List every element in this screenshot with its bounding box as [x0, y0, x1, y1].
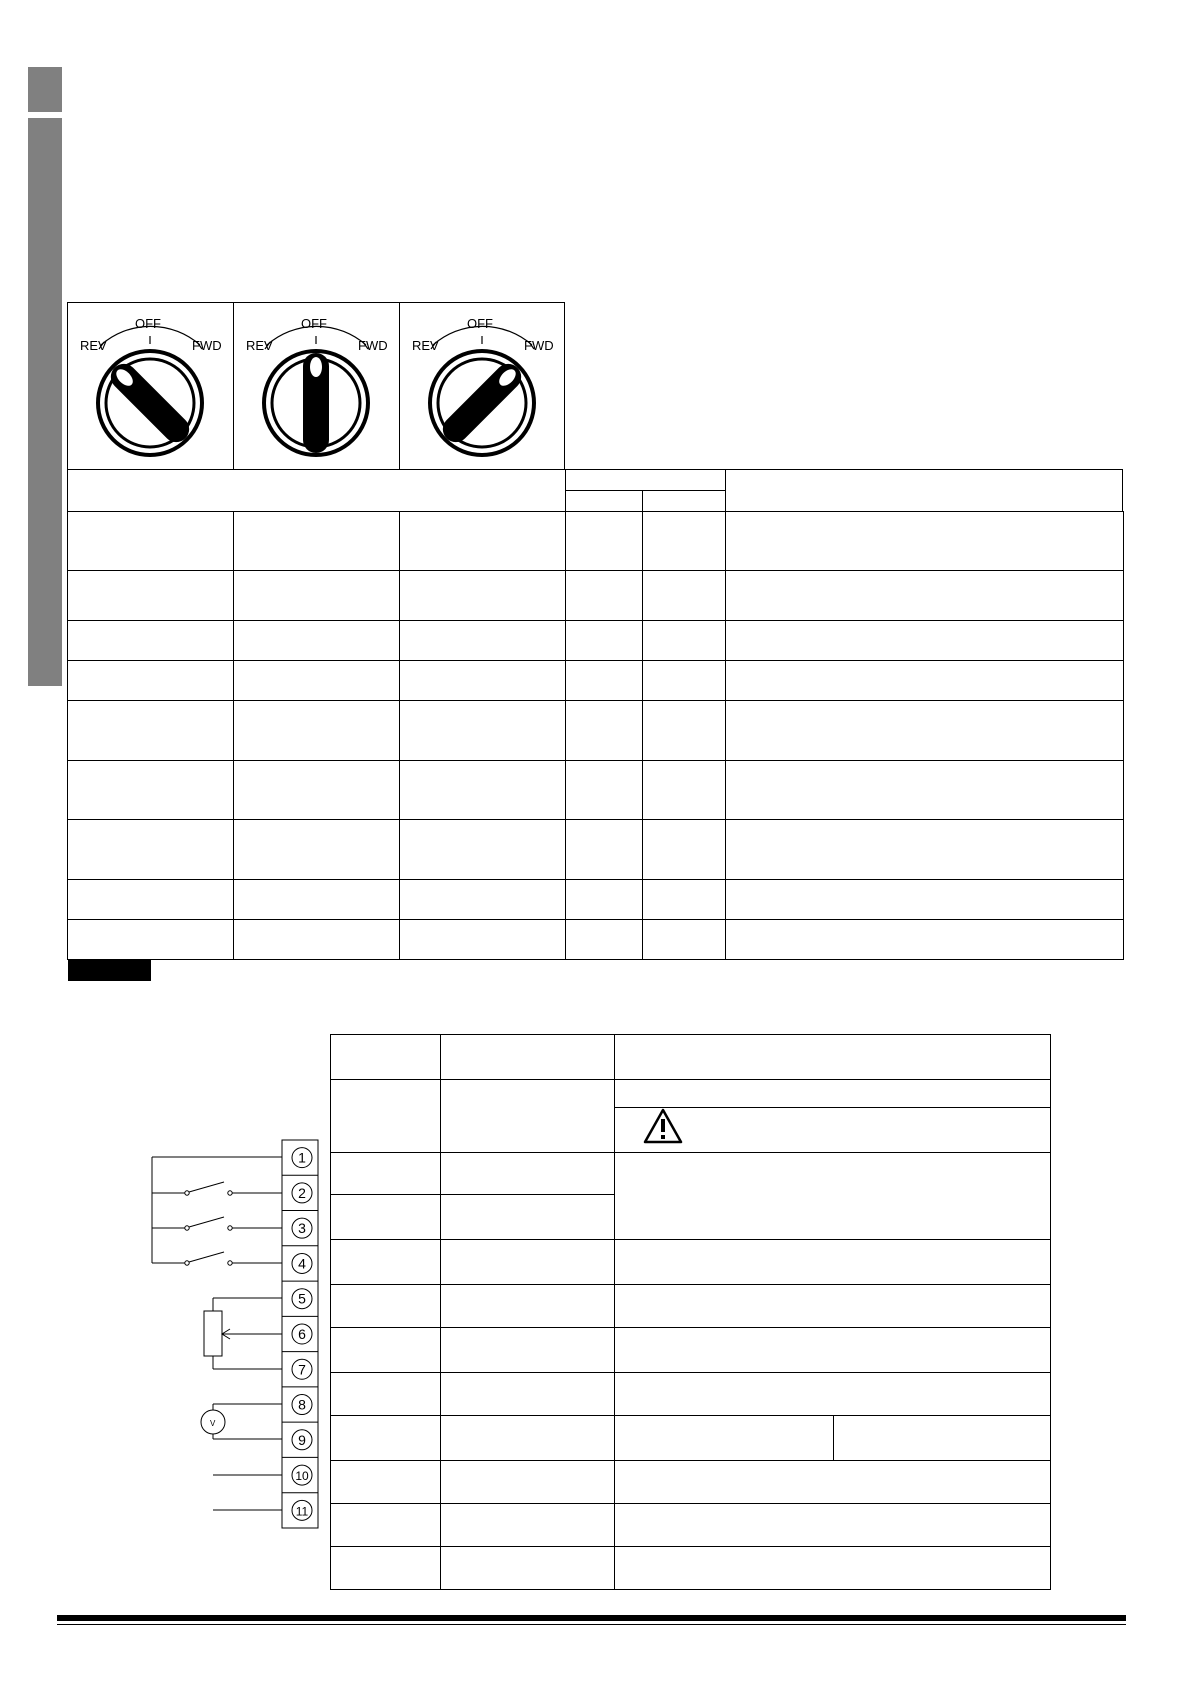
table-cell: [642, 879, 726, 920]
table-cell: [440, 1372, 615, 1416]
table-subheader-b: [642, 490, 726, 512]
table-cell: [330, 1194, 441, 1240]
terminal-number: 1: [298, 1149, 306, 1166]
table-cell: [233, 819, 400, 880]
table-cell: [725, 760, 1124, 820]
table-cell: [67, 760, 234, 820]
table-cell: [399, 660, 566, 701]
table-cell: [399, 620, 566, 661]
table-cell: [440, 1079, 615, 1153]
rev-label: REV: [246, 338, 273, 353]
table-cell: [67, 879, 234, 920]
off-label: OFF: [135, 316, 161, 331]
table-cell: [614, 1327, 1051, 1373]
terminal-number: 7: [298, 1361, 306, 1378]
table-cell: [440, 1284, 615, 1328]
footer-rule-thick: [57, 1615, 1126, 1621]
terminal-number: 4: [298, 1255, 306, 1272]
table-cell: [565, 660, 643, 701]
table-cell: [642, 660, 726, 701]
table-cell: [565, 620, 643, 661]
terminal-number: 10: [295, 1469, 309, 1484]
table-cell: [725, 511, 1124, 571]
table-cell: [330, 1239, 441, 1285]
table-cell: [399, 570, 566, 621]
footer-rule-thin: [57, 1624, 1126, 1625]
table-cell: [330, 1546, 441, 1590]
table-cell: [440, 1194, 615, 1240]
table-header-function: [440, 1034, 615, 1080]
table-cell: [233, 620, 400, 661]
table-cell: [233, 660, 400, 701]
table-cell: [233, 919, 400, 960]
table-cell: [67, 620, 234, 661]
table-cell: [440, 1415, 615, 1461]
table-cell: [330, 1152, 441, 1195]
table-cell: [67, 511, 234, 571]
terminal-number: 8: [298, 1396, 306, 1413]
table-cell: [399, 760, 566, 820]
table-cell: [725, 879, 1124, 920]
rev-label: REV: [412, 338, 439, 353]
terminal-number: 11: [295, 1504, 309, 1519]
off-label: OFF: [301, 316, 327, 331]
table-cell: [614, 1546, 1051, 1590]
table-cell: [399, 879, 566, 920]
table-cell: [330, 1460, 441, 1504]
switch-illustration-rev: [67, 302, 234, 470]
table-cell: [614, 1372, 1051, 1416]
table-cell: [233, 570, 400, 621]
table-header-switch-positions: [67, 469, 566, 512]
table-cell: [565, 819, 643, 880]
table-cell: [614, 1284, 1051, 1328]
table-cell: [233, 700, 400, 761]
table-cell: [642, 760, 726, 820]
table-cell: [440, 1546, 615, 1590]
table-cell: [614, 1239, 1051, 1285]
table-cell: [233, 511, 400, 571]
table-header-description: [614, 1034, 1051, 1080]
table-cell: [614, 1415, 834, 1461]
table-cell: [565, 919, 643, 960]
table-cell: [233, 760, 400, 820]
fwd-label: FWD: [524, 338, 554, 353]
table-cell: [614, 1460, 1051, 1504]
warning-triangle-icon: [643, 1108, 683, 1144]
table-cell: [725, 570, 1124, 621]
legend-swatch: [68, 960, 151, 981]
table-cell: [67, 700, 234, 761]
table-cell: [399, 819, 566, 880]
table-cell: [440, 1327, 615, 1373]
terminal-number: 9: [298, 1431, 306, 1448]
table-subheader-a: [565, 490, 643, 512]
fwd-label: FWD: [192, 338, 222, 353]
voltmeter-label: V: [210, 1419, 216, 1428]
side-tab-divider: [28, 116, 62, 118]
table-cell: [330, 1284, 441, 1328]
table-cell: [399, 919, 566, 960]
table-cell: [725, 620, 1124, 661]
table-cell: [565, 570, 643, 621]
terminal-number: 3: [298, 1220, 306, 1237]
table-cell: [67, 660, 234, 701]
side-tab-marker: [28, 67, 62, 112]
table-cell: [725, 700, 1124, 761]
off-label: OFF: [467, 316, 493, 331]
switch-illustration-fwd: [399, 302, 565, 470]
table-cell: [440, 1239, 615, 1285]
table-cell: [330, 1503, 441, 1547]
terminal-number: 2: [298, 1184, 306, 1201]
table-cell: [725, 660, 1124, 701]
switch-illustration-off: [233, 302, 400, 470]
terminal-number: 6: [298, 1325, 306, 1342]
table-cell: [67, 570, 234, 621]
table-header-group: [565, 469, 726, 491]
terminal-number: 5: [298, 1290, 306, 1307]
table-cell: [565, 511, 643, 571]
table-cell: [642, 570, 726, 621]
table-cell: [565, 760, 643, 820]
side-tab-bar: [28, 118, 62, 686]
table-cell: [614, 1503, 1051, 1547]
table-cell: [642, 511, 726, 571]
table-cell: [330, 1327, 441, 1373]
table-cell: [330, 1079, 441, 1153]
fwd-label: FWD: [358, 338, 388, 353]
table-cell: [833, 1415, 1051, 1461]
table-cell: [725, 819, 1124, 880]
table-cell: [565, 879, 643, 920]
table-cell: [565, 700, 643, 761]
table-cell: [233, 879, 400, 920]
control-wiring-diagram: [140, 1135, 330, 1535]
table-cell: [440, 1503, 615, 1547]
table-cell-merged: [614, 1152, 1051, 1240]
table-cell: [440, 1152, 615, 1195]
table-cell: [67, 919, 234, 960]
table-cell: [614, 1079, 1051, 1108]
table-cell: [330, 1415, 441, 1461]
table-cell: [725, 919, 1124, 960]
table-cell: [642, 919, 726, 960]
table-cell: [642, 620, 726, 661]
table-cell: [642, 819, 726, 880]
table-cell: [330, 1372, 441, 1416]
table-cell: [440, 1460, 615, 1504]
table-header-description: [725, 469, 1123, 512]
table-cell: [399, 511, 566, 571]
rev-label: REV: [80, 338, 107, 353]
table-header-terminal: [330, 1034, 441, 1080]
table-cell: [67, 819, 234, 880]
table-cell: [642, 700, 726, 761]
table-cell: [399, 700, 566, 761]
